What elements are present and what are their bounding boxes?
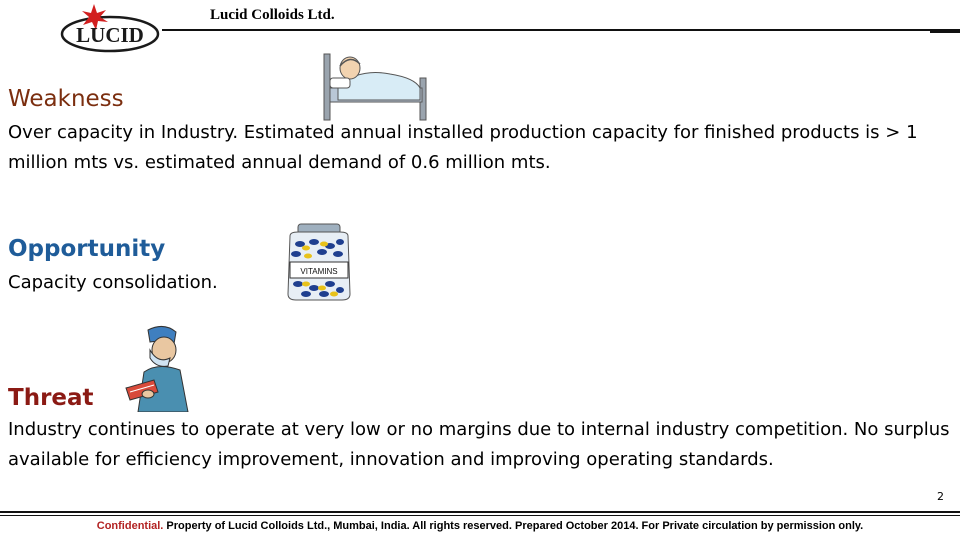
vitamin-jar-icon [278, 222, 360, 304]
opportunity-heading: Opportunity [8, 236, 166, 262]
opportunity-text: Capacity consolidation. [8, 272, 218, 293]
patient-in-bed-icon [320, 48, 432, 122]
confidential-label: Confidential. [96, 520, 164, 532]
doctor-with-clipboard-icon [118, 322, 196, 412]
weakness-text: Over capacity in Industry. Estimated annual installed production capacity for finished products is > 1 million mts vs. estimated annual demand of 0.6 million mts. [8, 122, 918, 173]
threat-heading: Threat [8, 385, 94, 411]
header-divider [0, 29, 960, 33]
threat-text: Industry continues to operate at very low or no margins due to internal industry competition. No surplus available for efficiency improvement, innovation and improving operating standards. [8, 419, 950, 470]
company-logo [58, 2, 162, 54]
footer-notice [0, 520, 960, 532]
page-number: 2 [937, 490, 944, 503]
jar-label: VITAMINS [300, 267, 338, 276]
company-name: Lucid Colloids Ltd. [210, 7, 335, 23]
footer-text: Property of Lucid Colloids Ltd., Mumbai, India. All rights reserved. Prepared October 2014. For Private circulation by permission only. [163, 520, 864, 532]
weakness-heading: Weakness [8, 86, 124, 112]
logo-text: LUCID [76, 23, 144, 47]
footer-divider [0, 511, 960, 517]
